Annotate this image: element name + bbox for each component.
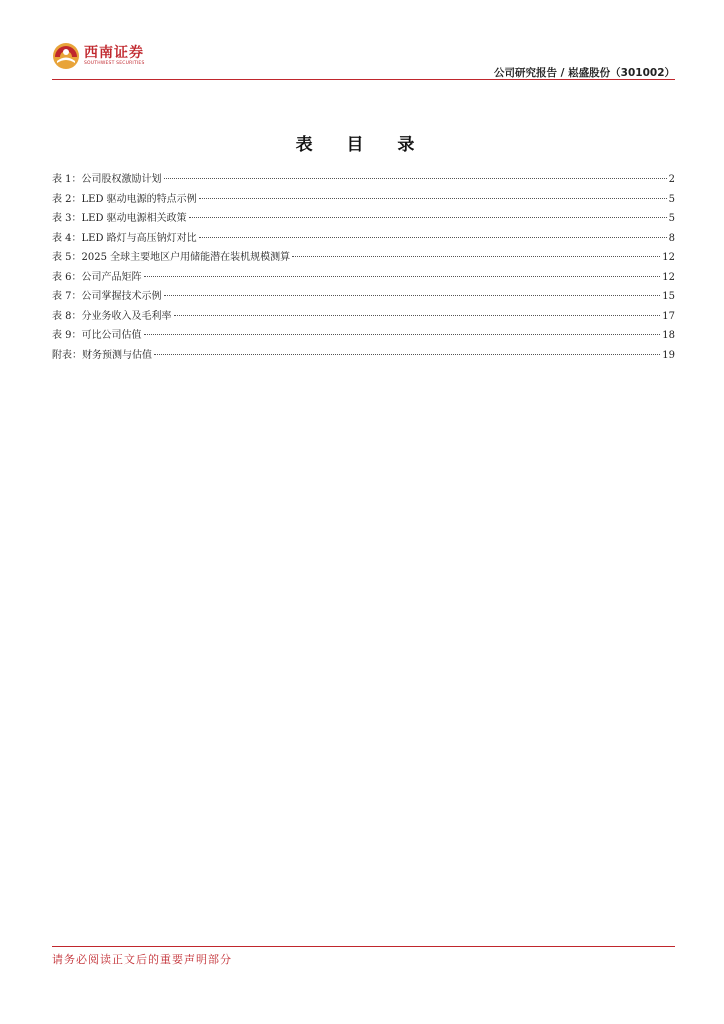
toc-entry-page: 12: [662, 252, 675, 263]
toc-leader-dots: [164, 295, 661, 296]
toc-entry[interactable]: [52, 326, 675, 346]
toc-leader-dots: [144, 334, 661, 335]
toc-entry-label: 表 7：公司掌握技术示例: [52, 291, 162, 302]
toc-leader-dots: [292, 256, 660, 257]
logo-english-name: SOUTHWEST SECURITIES: [84, 60, 145, 66]
toc-leader-dots: [199, 198, 667, 199]
toc-entry-label: 表 8：分业务收入及毛利率: [52, 310, 172, 322]
toc-leader-dots: [199, 237, 667, 238]
toc-entry-label: 附表：财务预测与估值: [52, 349, 152, 361]
toc-entry-label: 表 6：公司产品矩阵: [52, 271, 142, 283]
toc-entry[interactable]: [52, 170, 675, 190]
toc-entry-label: 表 9：可比公司估值: [52, 330, 142, 341]
toc-entry-page: 12: [662, 271, 675, 283]
toc-entry-page: 5: [668, 213, 675, 224]
toc-entry[interactable]: [52, 346, 675, 366]
page-header: [52, 40, 675, 82]
toc-entry[interactable]: [52, 268, 675, 288]
footer-divider: [52, 946, 675, 947]
company-logo: [52, 42, 145, 70]
toc-entry-page: 15: [662, 291, 675, 302]
toc-leader-dots: [164, 178, 667, 179]
toc-entry-page: 18: [662, 330, 675, 341]
toc-entry[interactable]: [52, 307, 675, 327]
toc-entry[interactable]: [52, 287, 675, 307]
toc-entry-label: 表 2：LED 驱动电源的特点示例: [52, 193, 197, 205]
footer-disclaimer: 请务必阅读正文后的重要声明部分: [52, 953, 232, 966]
toc-entry-label: 表 1：公司股权激励计划: [52, 174, 162, 185]
toc-entry[interactable]: [52, 209, 675, 229]
toc-entry[interactable]: [52, 190, 675, 210]
header-divider: [52, 79, 675, 80]
toc-entry-page: 2: [668, 174, 675, 185]
toc-leader-dots: [144, 276, 661, 277]
toc-entry-label: 表 4：LED 路灯与高压钠灯对比: [52, 232, 197, 244]
southwest-securities-logo-icon: [52, 42, 80, 70]
toc-entry-page: 19: [662, 349, 675, 361]
toc-entry-label: 表 3：LED 驱动电源相关政策: [52, 213, 187, 224]
toc-entry-page: 8: [668, 232, 675, 244]
table-of-tables: [52, 170, 675, 365]
toc-leader-dots: [154, 354, 660, 355]
toc-entry-page: 5: [668, 193, 675, 205]
logo-chinese-name: 西南证券: [84, 44, 144, 61]
toc-leader-dots: [174, 315, 661, 316]
report-info: 公司研究报告 / 崧盛股份（301002）: [494, 67, 675, 79]
page-title: 表 目 录: [295, 135, 429, 155]
toc-entry-page: 17: [662, 310, 675, 322]
toc-entry[interactable]: [52, 229, 675, 249]
toc-entry[interactable]: [52, 248, 675, 268]
toc-entry-label: 表 5：2025 全球主要地区户用储能潜在装机规模测算: [52, 252, 291, 263]
toc-leader-dots: [189, 217, 667, 218]
